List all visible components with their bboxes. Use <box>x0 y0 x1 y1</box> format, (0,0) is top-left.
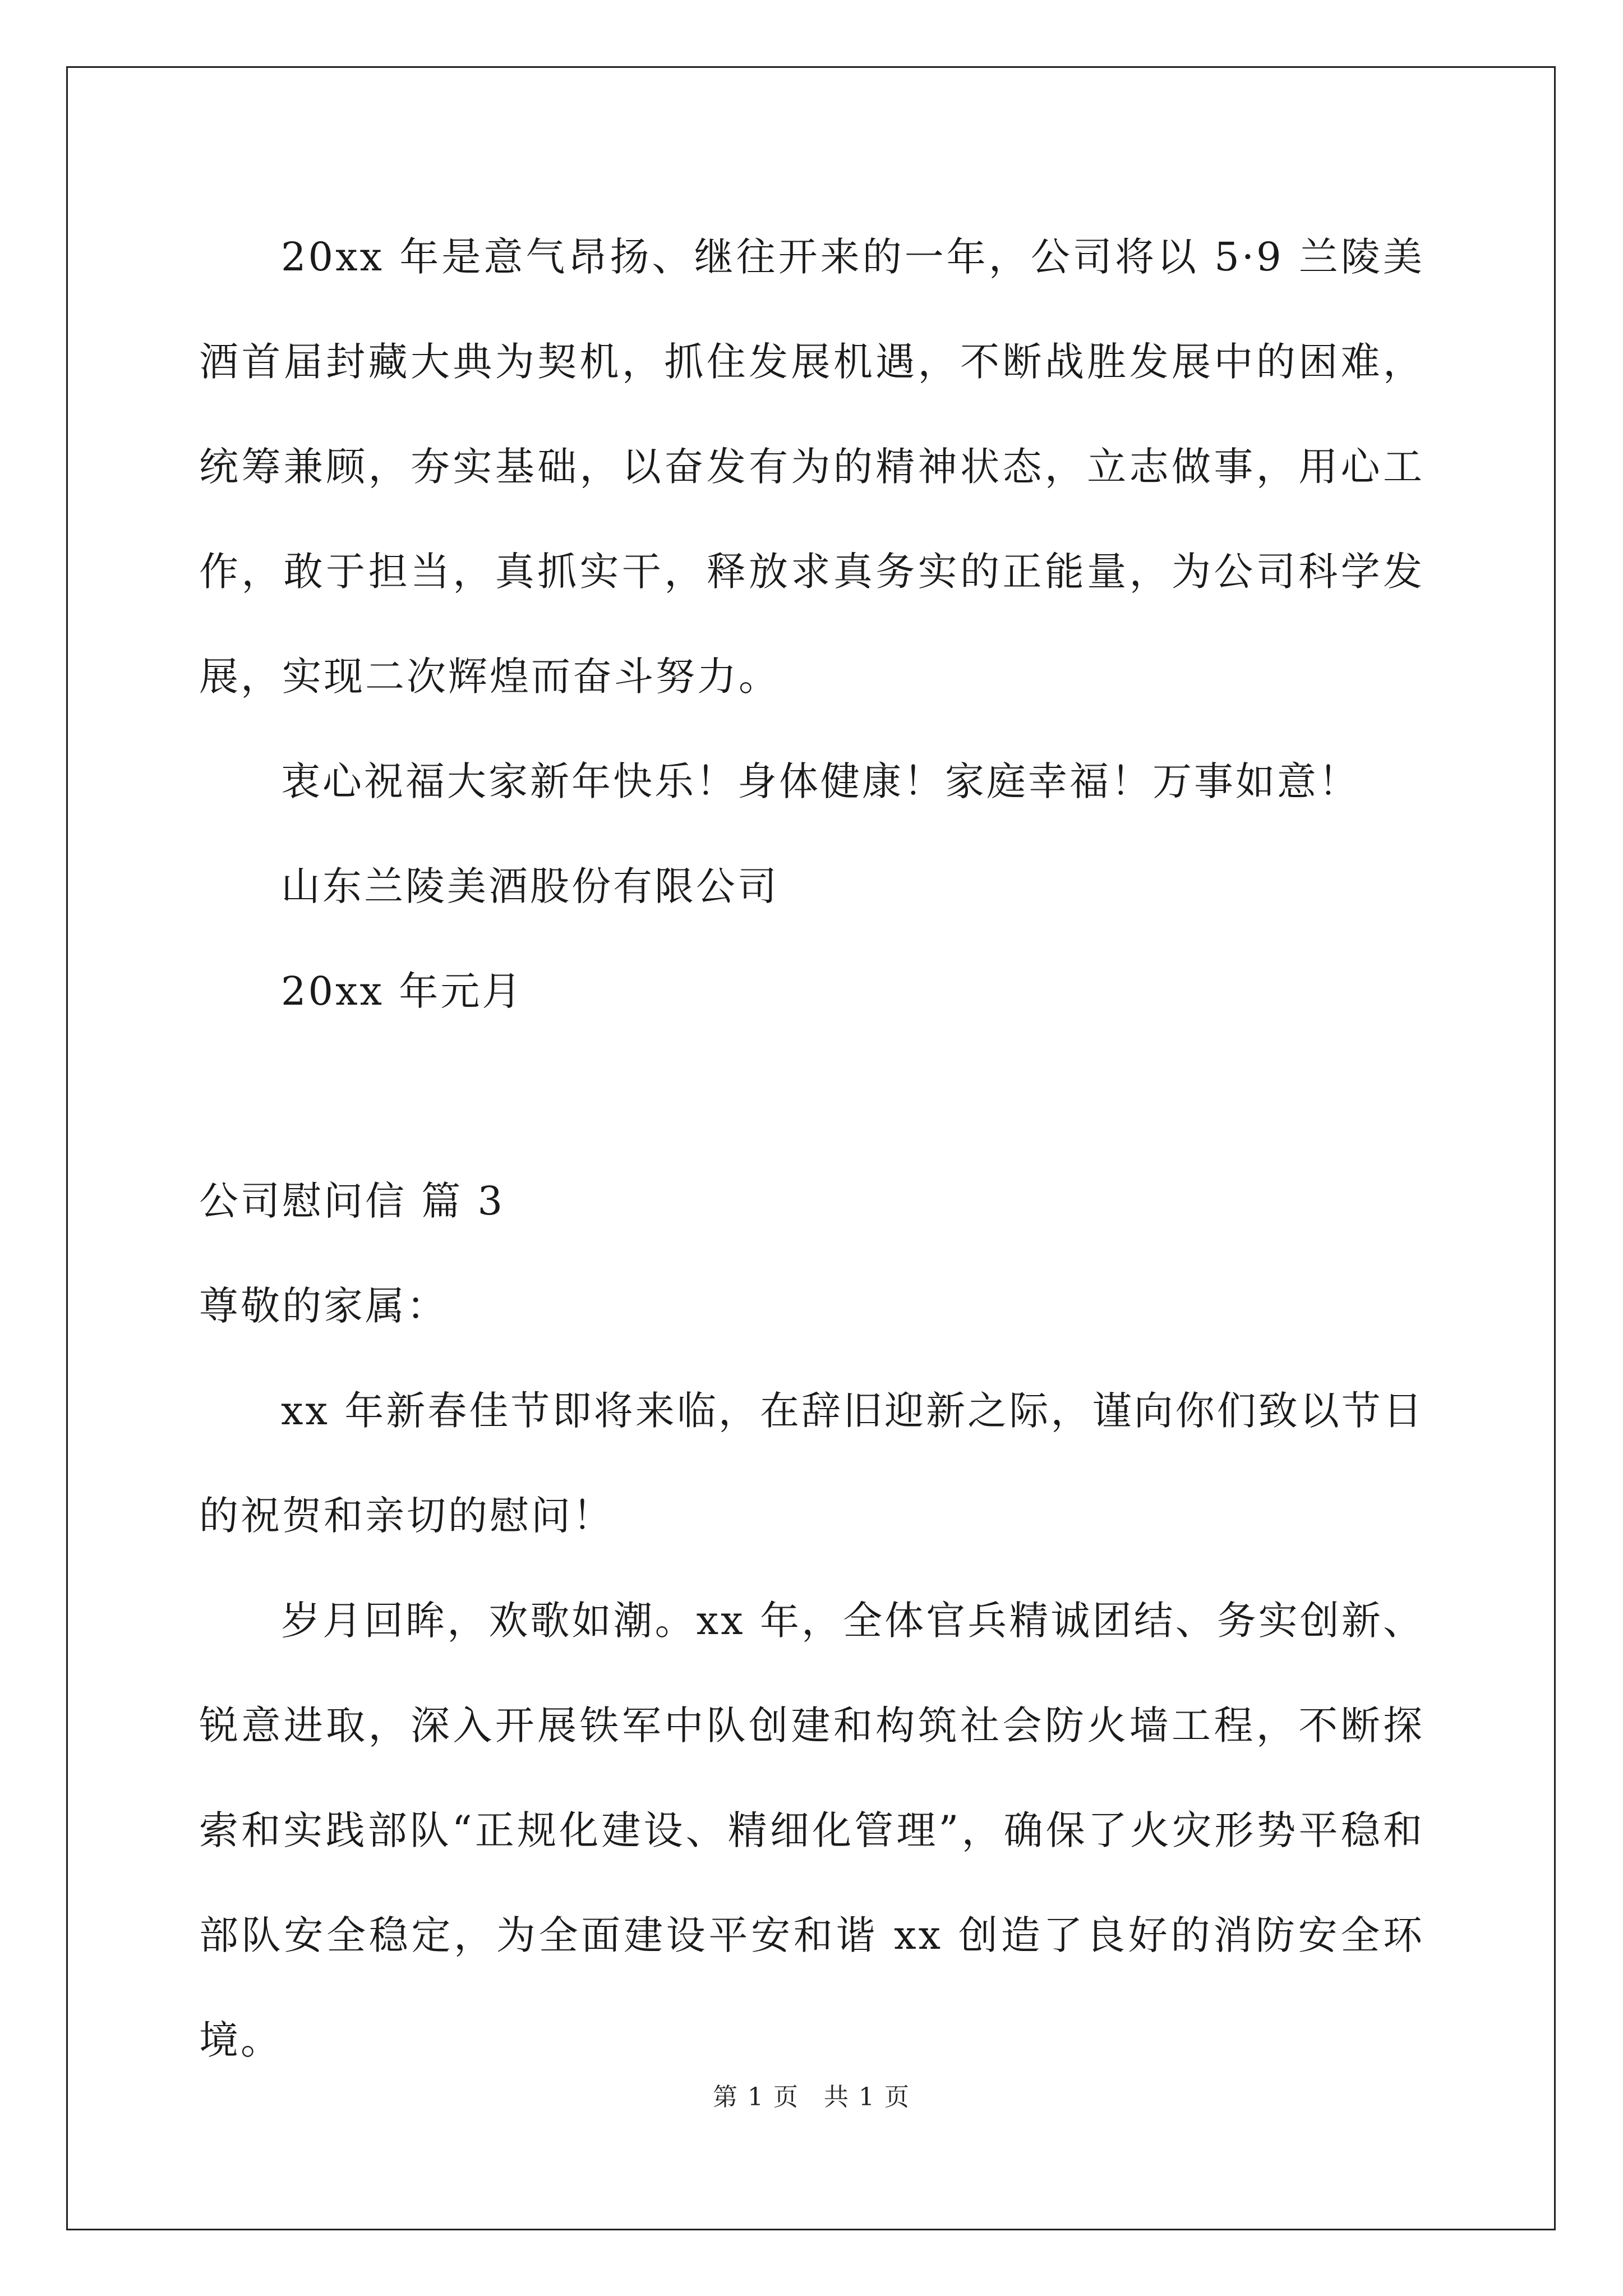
page-number-total: 共 1 页 <box>824 2083 910 2111</box>
paragraph-blessing: 衷心祝福大家新年快乐！身体健康！家庭幸福！万事如意！ <box>281 758 1360 804</box>
paragraph-review: 岁月回眸，欢歌如潮。xx 年，全体官兵精诚团结、务实创新、锐意进取，深入开展铁军中队创建和构筑社会防火墙工程，不断探索和实践部队“正规化建设、精细化管理”，确保了火灾形势平稳和部队安全稳定，为全面建设平安和谐 xx 创造了良好的消防安全环境。 <box>199 1598 1424 2063</box>
blank-line <box>199 1044 1424 1149</box>
page-footer <box>0 2077 1623 2113</box>
paragraph-closing-outlook: 20xx 年是意气昂扬、继往开来的一年，公司将以 5·9 兰陵美酒首届封藏大典为契机，抓住发展机遇，不断战胜发展中的困难，统筹兼顾，夯实基础，以奋发有为的精神状态，立志做事，用心工作，敢于担当，真抓实干，释放求真务实的正能量，为公司科学发展，实现二次辉煌而奋斗努力。 <box>199 234 1424 700</box>
salutation: 尊敬的家属： <box>199 1283 448 1329</box>
page-number-current: 第 1 页 <box>713 2083 799 2111</box>
section-title: 公司慰问信 篇 3 <box>199 1178 505 1224</box>
signature-date: 20xx 年元月 <box>281 968 524 1014</box>
paragraph-greeting: xx 年新春佳节即将来临，在辞旧迎新之际，谨向你们致以节日的祝贺和亲切的慰问！ <box>199 1388 1424 1539</box>
document-body <box>199 205 1424 2093</box>
signature-company: 山东兰陵美酒股份有限公司 <box>281 863 779 909</box>
